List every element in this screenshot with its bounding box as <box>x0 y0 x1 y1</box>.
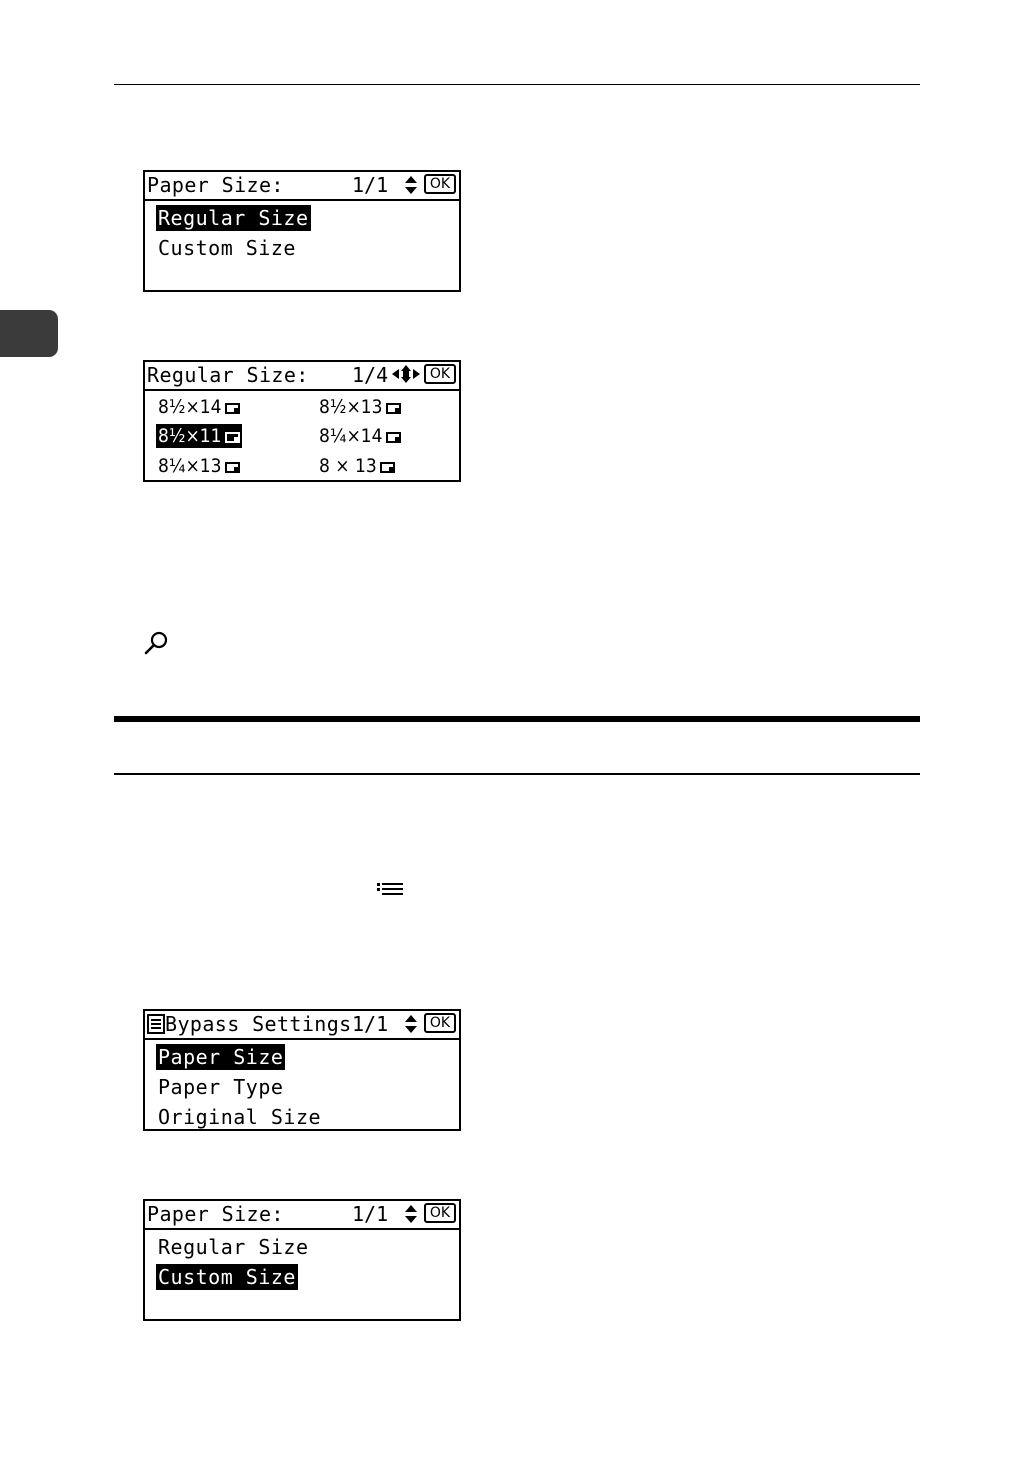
menu-item-regular-size[interactable]: Regular Size <box>158 1235 309 1259</box>
menu-item-original-size[interactable]: Original Size <box>158 1105 322 1129</box>
paper-orientation-icon <box>386 403 401 414</box>
lcd-title: Paper Size: <box>147 1202 284 1226</box>
size-option[interactable]: 8½×14 <box>156 395 242 419</box>
size-option[interactable]: 8¼×14 <box>317 424 403 448</box>
magnifier-icon <box>143 630 169 656</box>
header-rule <box>114 84 920 85</box>
paper-orientation-icon <box>380 462 395 473</box>
lcd-header <box>145 172 459 201</box>
lcd-header <box>145 1201 459 1230</box>
lcd-page-indicator: 1/1 <box>352 173 389 197</box>
menu-document-icon <box>147 1014 165 1034</box>
section-rule-thick <box>114 716 920 722</box>
chapter-tab <box>0 310 58 357</box>
up-down-arrow-icon <box>403 1204 419 1224</box>
lcd-paper-size-2 <box>143 1199 461 1321</box>
lcd-page-indicator: 1/4 <box>352 363 389 387</box>
lcd-header <box>145 1011 459 1040</box>
menu-item-paper-type[interactable]: Paper Type <box>158 1075 284 1099</box>
lcd-title: Paper Size: <box>147 173 284 197</box>
menu-list-icon <box>377 883 403 897</box>
lcd-header <box>145 362 459 391</box>
lcd-regular-size <box>143 360 461 482</box>
size-option[interactable]: 8 × 13 <box>317 454 397 478</box>
ok-key[interactable]: OK <box>424 1203 456 1223</box>
menu-item-custom-size[interactable]: Custom Size <box>158 236 296 260</box>
size-option-selected[interactable]: 8½×11 <box>156 424 242 448</box>
paper-orientation-icon <box>386 432 401 443</box>
lcd-paper-size-1 <box>143 170 461 292</box>
paper-orientation-icon <box>225 403 240 414</box>
section-rule-thin <box>114 773 920 775</box>
lcd-page-indicator: 1/1 <box>352 1012 389 1036</box>
lcd-title: Bypass Settings <box>147 1012 352 1036</box>
menu-item-paper-size[interactable]: Paper Size <box>158 1045 284 1069</box>
ok-key[interactable]: OK <box>424 1013 456 1033</box>
ok-key[interactable]: OK <box>424 364 456 384</box>
paper-orientation-icon <box>225 432 240 443</box>
four-way-arrow-icon <box>390 364 422 384</box>
menu-item-custom-size[interactable]: Custom Size <box>158 1265 296 1289</box>
up-down-arrow-icon <box>403 175 419 201</box>
lcd-page-indicator: 1/1 <box>352 1202 389 1226</box>
menu-item-regular-size[interactable]: Regular Size <box>158 206 309 230</box>
up-down-arrow-icon <box>403 1014 419 1034</box>
ok-key[interactable]: OK <box>424 174 456 194</box>
lcd-title: Regular Size: <box>147 363 309 387</box>
lcd-bypass-settings <box>143 1009 461 1131</box>
paper-orientation-icon <box>225 462 240 473</box>
size-option[interactable]: 8¼×13 <box>156 454 242 478</box>
size-option[interactable]: 8½×13 <box>317 395 403 419</box>
